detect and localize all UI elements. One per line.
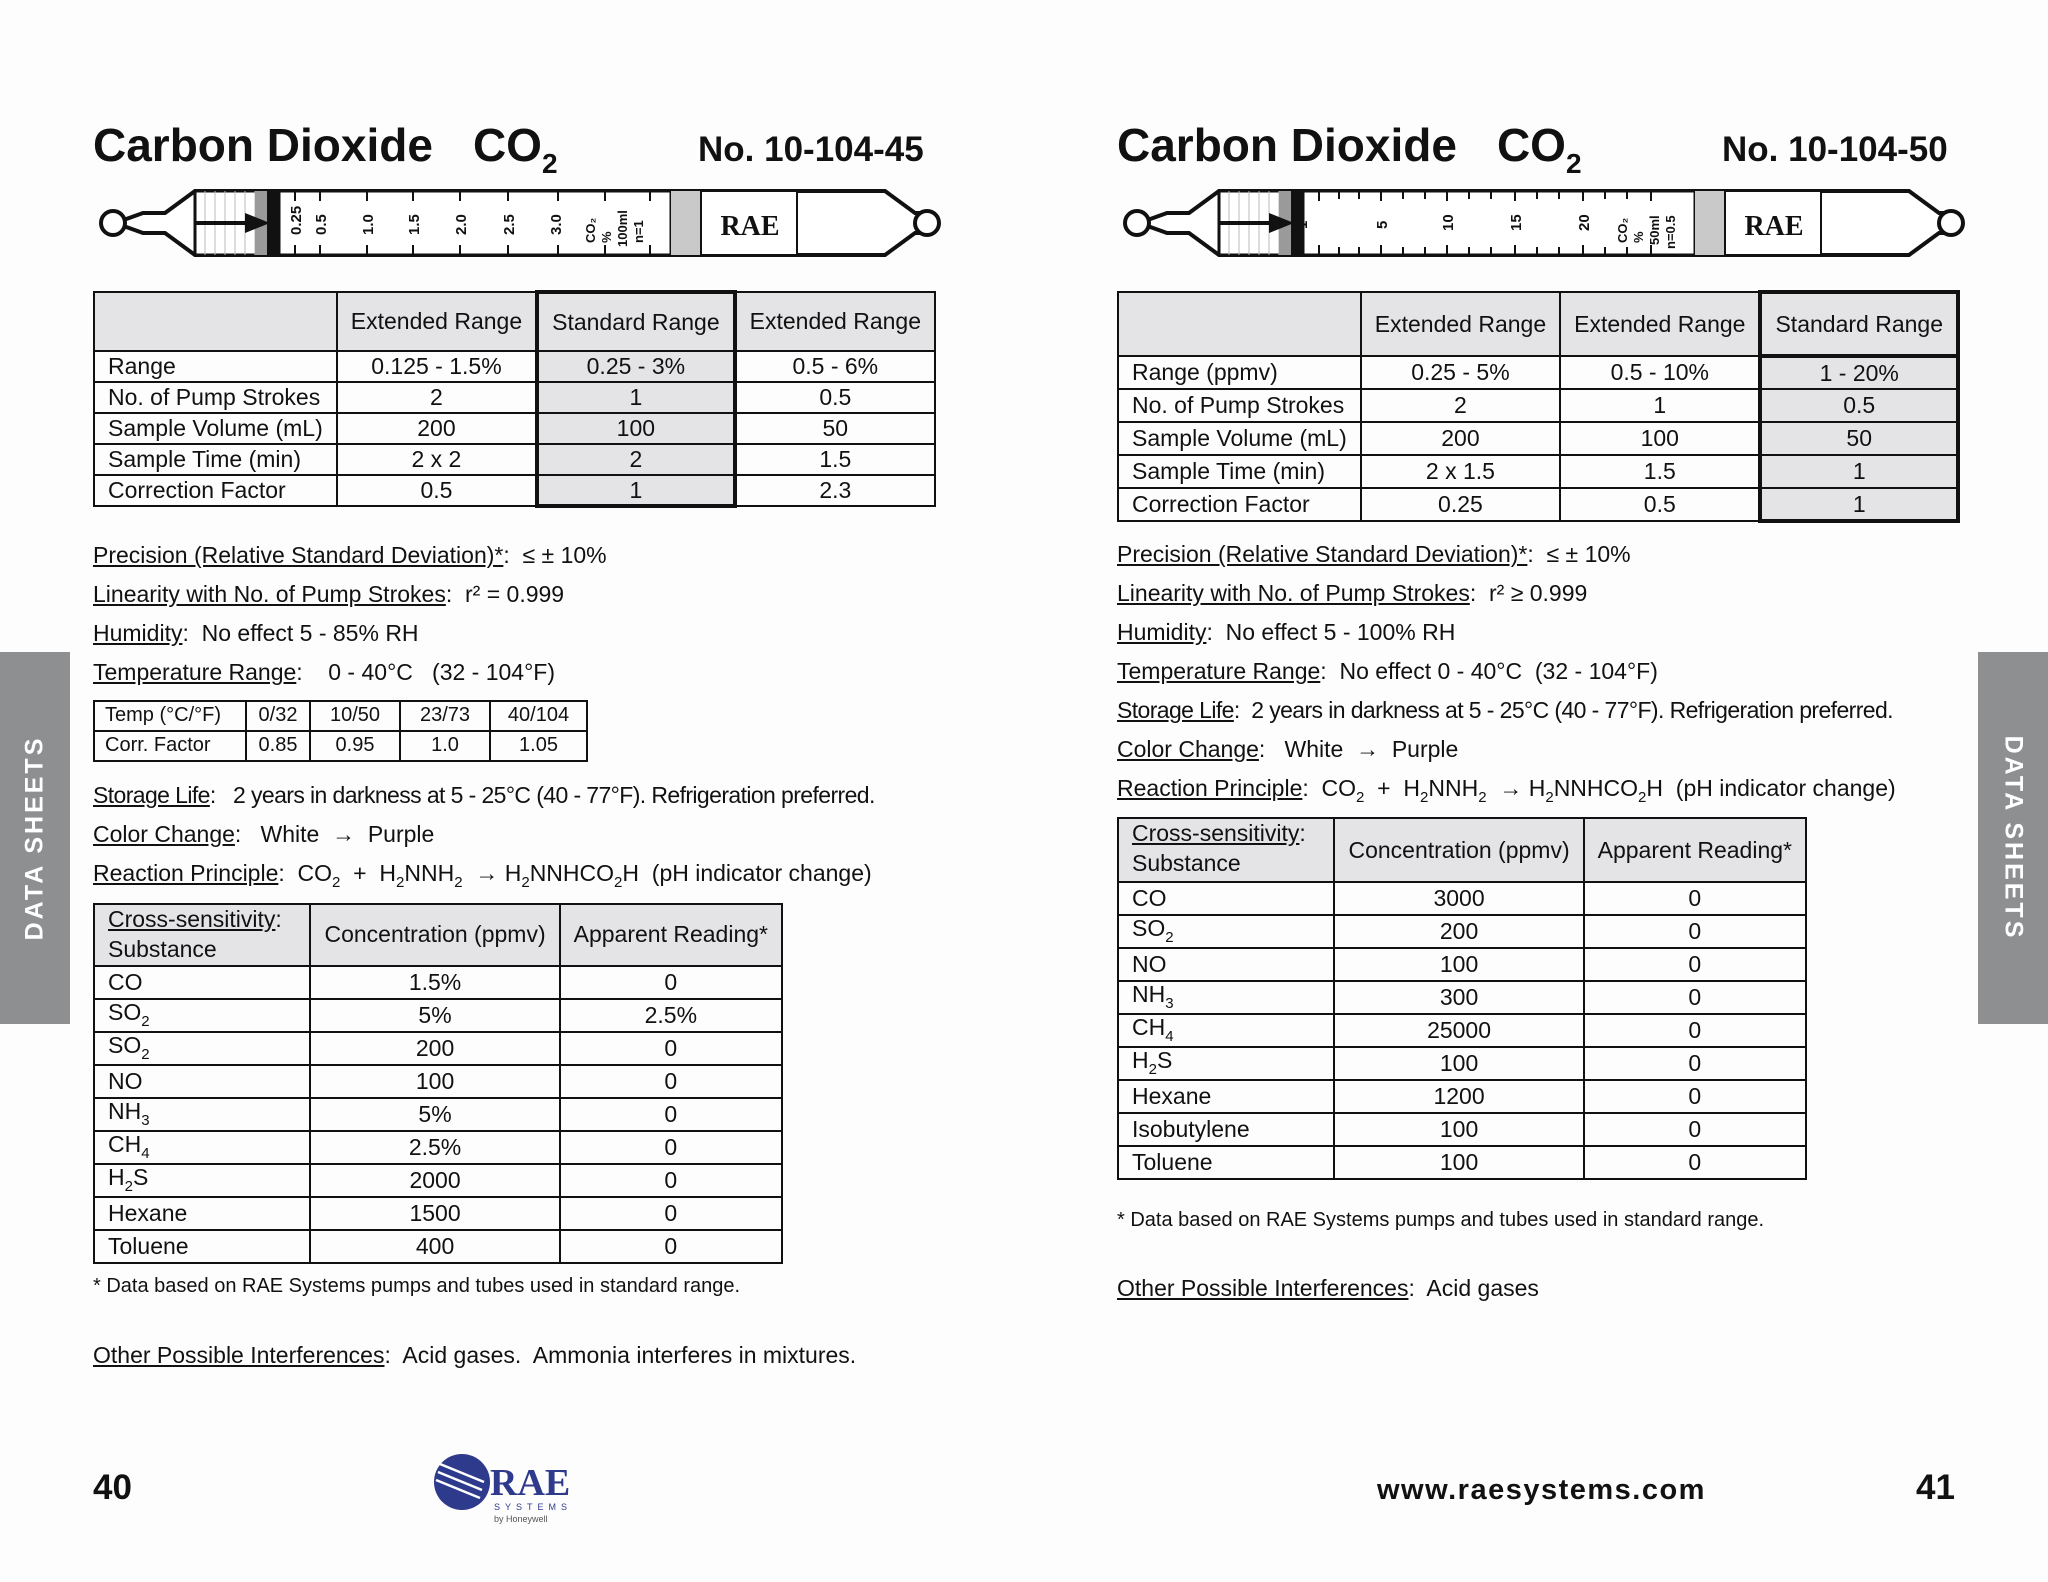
spec-header: Extended Range [1560,292,1760,356]
catalog-number: No. 10-104-50 [1722,130,1948,169]
concentration-cell: 100 [1334,1146,1583,1179]
title-text: Carbon Dioxide [1117,119,1457,171]
substance-cell: $NH_3$ [1118,981,1334,1014]
table-row [94,1230,782,1263]
table-row [94,1131,782,1164]
table-row [94,1197,782,1230]
concentration-cell: 400 [310,1230,559,1263]
rae-logo [432,1450,592,1530]
side-tab-left: DATA SHEETS [0,652,70,1024]
concentration-cell: 5% [310,1098,559,1131]
substance-cell: $SO_2$ [1118,915,1334,948]
concentration-cell: 200 [310,1032,559,1065]
color-change-line: Color Change: White → Purple [1117,736,1459,762]
reading-cell: 0 [560,1197,782,1230]
reading-cell: 0 [1584,1113,1806,1146]
table-row [94,999,782,1032]
concentration-cell: 100 [310,1065,559,1098]
table-row [1118,915,1806,948]
concentration-cell: 100 [1334,1047,1583,1080]
side-tab-right: DATA SHEETS [1978,652,2048,1024]
reading-cell: 0 [560,1164,782,1197]
color-change-line: Color Change: White → Purple [93,821,435,847]
substance-cell: Isobutylene [1118,1113,1334,1146]
tube-unit-label: n=1 [631,220,646,243]
tube-scale-label: 1.0 [360,214,377,235]
temp-correction-table: Temp (°C/°F) 0/32 10/50 23/73 40/104 Corr. Factor 0.85 0.95 1.0 1.05 [93,700,588,762]
humidity-line: Humidity: No effect 5 - 100% RH [1117,619,1456,645]
substance-cell: $H_2S$ [94,1164,310,1197]
tube-unit-label: CO₂ [583,217,598,243]
concentration-cell: 1200 [1334,1080,1583,1113]
tube-brand: RAE [1744,211,1804,242]
tube-unit-label: CO₂ [1615,217,1630,243]
concentration-cell: 200 [1334,915,1583,948]
table-row [1118,1014,1806,1047]
substance-cell: Toluene [94,1230,310,1263]
cross-sensitivity-table: Cross-sensitivity: Substance Concentration (ppmv) Apparent Reading* CO 1.5% 0 $SO_2$ 5% 2.5% $SO_2$ 200 0 NO 100 0 $NH_3$ 5% 0 $CH_4$ 2.5% 0 $H_2S$ 2000 0 Hexane 1500 0 Toluene 400 0 [93,903,783,1264]
tube-scale-label: 10 [1440,214,1457,231]
page-number: 41 [1916,1468,1955,1507]
humidity-line: Humidity: No effect 5 - 85% RH [93,620,419,646]
reaction-line: Reaction Principle: $CO_2 + H_2NNH_2$ → $H_2NNHCO_2H$ (pH indicator change) [1117,775,1896,806]
footnote: * Data based on RAE Systems pumps and tubes used in standard range. [93,1275,741,1297]
table-row [94,1032,782,1065]
storage-line: Storage Life: 2 years in darkness at 5 - 25°C (40 - 77°F). Refrigeration preferred. [1117,697,1893,723]
reaction-line: Reaction Principle: $CO_2 + H_2NNH_2$ → $H_2NNHCO_2H$ (pH indicator change) [93,860,872,891]
substance-cell: CO [94,966,310,999]
concentration-cell: 100 [1334,948,1583,981]
table-row [94,966,782,999]
table-row [1118,948,1806,981]
precision-line: Precision (Relative Standard Deviation)*: ≤ ± 10% [93,542,607,568]
tube-unit-label: % [1631,231,1646,243]
page-number: 40 [93,1468,132,1507]
reading-cell: 0 [560,1032,782,1065]
website: www.raesystems.com [1377,1474,1706,1506]
tube-scale-label: 15 [1508,214,1525,231]
table-row [1118,1146,1806,1179]
substance-cell: $SO_2$ [94,999,310,1032]
tube-scale-label: 2.0 [453,214,470,235]
tube-scale-label: 3.0 [548,214,565,235]
substance-cell: Toluene [1118,1146,1334,1179]
temperature-line: Temperature Range: 0 - 40°C (32 - 104°F) [93,659,556,685]
tube-scale-label: 0.5 [313,214,330,235]
tube-unit-label: 100ml [615,210,630,247]
substance-cell: Hexane [94,1197,310,1230]
table-row [94,1164,782,1197]
right-title [1117,118,1582,180]
reading-cell: 0 [1584,915,1806,948]
tube-scale-label: 0.25 [288,205,305,235]
substance-cell: $NH_3$ [94,1098,310,1131]
svg-text:by Honeywell: by Honeywell [494,1514,548,1524]
tube-scale-label: 1.5 [406,214,423,235]
reading-cell: 0 [560,1131,782,1164]
footnote: * Data based on RAE Systems pumps and tubes used in standard range. [1117,1209,1765,1231]
tube-unit-label: % [599,231,614,243]
tube-scale-label: 5 [1374,220,1391,229]
spec-table: Extended Range Standard Range Extended Range Range 0.125 - 1.5% 0.25 - 3% 0.5 - 6% No. of Pump Strokes 2 1 0.5 Sample Volume (mL) 200 100 50 Sample Time (min) 2 x 2 2 1.5 Correction Factor 0.5 1 2.3 [93,290,936,508]
substance-cell: $SO_2$ [94,1032,310,1065]
title-formula: $CO_2$ [1496,119,1582,179]
spec-header: Extended Range [1361,292,1560,356]
tube-brand: RAE [720,211,780,242]
reading-cell: 0 [560,1230,782,1263]
temperature-line: Temperature Range: No effect 0 - 40°C (32 - 104°F) [1117,658,1658,684]
table-row [94,1098,782,1131]
linearity-line: Linearity with No. of Pump Strokes: r² = 0.999 [93,581,565,607]
svg-text:SYSTEMS: SYSTEMS [494,1502,573,1512]
table-row [1118,981,1806,1014]
spec-header: Extended Range [735,292,935,351]
substance-cell: CO [1118,882,1334,915]
svg-text:RAE: RAE [490,1462,571,1504]
precision-line: Precision (Relative Standard Deviation)*: ≤ ± 10% [1117,541,1631,567]
tube-scale-label: 1 [1294,220,1311,229]
cross-sensitivity-table: Cross-sensitivity: Substance Concentration (ppmv) Apparent Reading* CO 3000 0 $SO_2$ 200 0 NO 100 0 $NH_3$ 300 0 $CH_4$ 25000 0 $H_2S$ 100 0 Hexane 1200 0 Isobutylene 100 0 Toluene 100 0 [1117,817,1807,1180]
spec-header: Standard Range [1760,292,1958,356]
concentration-cell: 1500 [310,1197,559,1230]
table-row [1118,882,1806,915]
tube-scale-label: 20 [1576,214,1593,231]
spec-header: Extended Range [337,292,537,351]
concentration-cell: 2.5% [310,1131,559,1164]
table-row [1118,1080,1806,1113]
linearity-line: Linearity with No. of Pump Strokes: r² ≥ 0.999 [1117,580,1588,606]
reading-cell: 0 [1584,1014,1806,1047]
substance-cell: NO [94,1065,310,1098]
title-formula: $CO_2$ [472,119,558,179]
substance-cell: $CH_4$ [94,1131,310,1164]
concentration-cell: 25000 [1334,1014,1583,1047]
storage-line: Storage Life: 2 years in darkness at 5 - 25°C (40 - 77°F). Refrigeration preferred. [93,782,875,808]
catalog-number: No. 10-104-45 [698,130,924,169]
concentration-cell: 1.5% [310,966,559,999]
concentration-cell: 100 [1334,1113,1583,1146]
concentration-cell: 5% [310,999,559,1032]
spec-header: Standard Range [537,292,735,351]
reading-cell: 2.5% [560,999,782,1032]
substance-cell: $H_2S$ [1118,1047,1334,1080]
tube-scale-label: 2.5 [501,214,518,235]
title-text: Carbon Dioxide [93,119,433,171]
tube-diagram [95,183,941,263]
reading-cell: 0 [1584,1080,1806,1113]
reading-cell: 0 [1584,981,1806,1014]
concentration-cell: 3000 [1334,882,1583,915]
reading-cell: 0 [560,1065,782,1098]
table-row [1118,1047,1806,1080]
table-row [94,1065,782,1098]
tube-diagram [1119,183,1965,263]
reading-cell: 0 [560,966,782,999]
reading-cell: 0 [1584,1146,1806,1179]
substance-cell: Hexane [1118,1080,1334,1113]
substance-cell: NO [1118,948,1334,981]
concentration-cell: 2000 [310,1164,559,1197]
reading-cell: 0 [1584,1047,1806,1080]
left-title [93,118,558,180]
spec-table: Extended Range Extended Range Standard Range Range (ppmv) 0.25 - 5% 0.5 - 10% 1 - 20% No. of Pump Strokes 2 1 0.5 Sample Volume (mL) 200 100 50 Sample Time (min) 2 x 1.5 1.5 1 Correction Factor 0.25 0.5 1 [1117,290,1960,523]
tube-unit-label: n=0.5 [1663,215,1678,249]
reading-cell: 0 [560,1098,782,1131]
interferences-line: Other Possible Interferences: Acid gases [1117,1275,1539,1301]
reading-cell: 0 [1584,948,1806,981]
interferences-line: Other Possible Interferences: Acid gases. Ammonia interferes in mixtures. [93,1342,857,1368]
substance-cell: $CH_4$ [1118,1014,1334,1047]
table-row [1118,1113,1806,1146]
reading-cell: 0 [1584,882,1806,915]
tube-unit-label: 50ml [1647,215,1662,245]
concentration-cell: 300 [1334,981,1583,1014]
